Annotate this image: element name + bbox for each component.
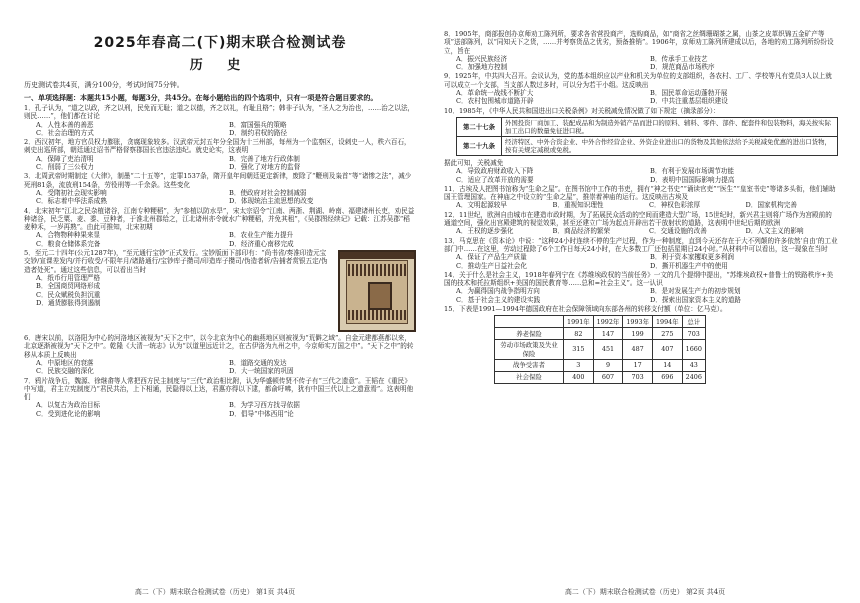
option-d: D．中共注重基层组织建设 (650, 97, 728, 106)
option-a: A．保证了产品生产质量 (456, 253, 527, 262)
table-cell: 315 (564, 340, 594, 360)
option-a: A．文明起源较早 (456, 201, 507, 210)
question-stem: 2．西汉初年，地方官员权力膨胀，贪腐现象较多。汉武帝元封五年分全国为十三州部，每州为一个监察区，设刺史一人，秩六百石，刺史出巡所部，朝廷通过诏书严格督察郡国长官违法违纪。就史论实，这表明 (24, 138, 411, 155)
question-stem: 5．至元二十四年(公元1287年)，“至元通行宝钞”正式发行。宝钞版面下部印有：“尚书省/奏准印造元宝交钞/宣课差发内/并行收受/不限年月/诸路通行/宝钞库子攒司/印造库子攒司/伪造者斩/告捕者赏银五定/伪造者处死”。通过这些信息，可以看出当时 (24, 249, 328, 274)
option-b: B．富国强兵的策略 (229, 120, 287, 129)
table-header-cell: 1992年 (593, 316, 623, 328)
table-cell: 451 (593, 340, 623, 360)
table-cell: 703 (682, 328, 705, 340)
option-a: A．为赢得国内战争指明方向 (456, 287, 540, 296)
option-c: C．推动生产日益社会化 (456, 261, 527, 270)
row-text: 经济特区、中外合资企业、中外合作经营企业、外资企业进出口的货物及其他依法给予关税减免优惠的进出口货物，按有关规定减税或免税。 (505, 137, 831, 154)
question-stem: 6．唐宋以前，以洛阳为中心的河洛地区被视为“天下之中”，以今北京为中心的幽燕地区则被视为“荒僻之域”。自金元建都燕都以来，北京逐渐被视为“天下之中”。乾隆《大清一统志》认为“以道里远近计之，在古伊洛为九州之中，今京师实万国之中”。“天下之中”的转移从本质上反映出 (24, 334, 414, 359)
table-cell: 2406 (682, 371, 705, 383)
option-c: C．粮食仓储体系完备 (36, 239, 101, 248)
table-row (495, 359, 706, 371)
option-a: A．人性本善的善恶 (36, 120, 94, 129)
question-1 (24, 104, 416, 137)
option-a: A．王权的逐步强化 (456, 227, 514, 236)
option-b: B．利于资本家攫取更多利润 (650, 253, 734, 262)
option-a: A．以复古为政治目标 (36, 401, 101, 410)
question-stem: 4．北宋初年“江北之民杂植诸谷，江南专种粳稻”，为“参植以防水旱”，宋太宗诏令“江南、两浙、荆湖、岭南、福建诸州长吏，劝民益种诸谷，民乏粟、麦、黍、豆种者，于淮北州郡给之，江北诸州亦令就水广种粳稻，并免其租”，《吴郡图经续记》记载：江苏吴郡“稻麦种禾，一岁再熟”。由此可推知，北宋初期 (24, 206, 415, 232)
option-d: D．人文主义的影响 (745, 227, 804, 236)
table-cell: 17 (623, 359, 653, 371)
option-b: B．传承手工业技艺 (650, 54, 708, 63)
table-cell: 82 (564, 328, 594, 340)
table-row (457, 118, 837, 137)
question-11 (444, 185, 838, 210)
question-stem: 12．11世纪，欧洲自由城市在建造市政时期，为了拓展民众活动的空间而建造大型广场，15世纪时，新兴君主则将广场作为宫殿前的通道空间，强化出宫殿建筑的视觉效果，甚至还建立广场为起点开辟出若干放射状的道路，这表明中世纪后期的欧洲 (444, 210, 832, 228)
option-b: B．农业生产能力提升 (229, 231, 294, 240)
option-d: D．大一统国家的巩固 (229, 367, 294, 376)
option-c: C．社会治理的方式 (36, 128, 94, 137)
question-8 (444, 30, 838, 71)
page-footer: 高二（下）期末联合检测试卷（历史） 第1页 共4页 (134, 588, 296, 596)
exam-note: 历史测试卷共4页，满分100分，考试时间75分钟。 (24, 81, 184, 89)
exam-title: 2025年春高二(下)期末联合检测试卷 (93, 35, 347, 51)
option-b: B．全国商贸网络形成 (36, 282, 101, 291)
question-12 (444, 211, 838, 236)
question-13 (444, 237, 838, 270)
question-4 (24, 207, 416, 248)
option-d: D．国家机构完善 (745, 201, 797, 210)
question-14 (444, 271, 838, 304)
option-b: B．完善了地方行政体制 (229, 154, 300, 163)
option-a: A．革命统一战线不断扩大 (456, 89, 534, 98)
table-cell: 社会保险 (495, 371, 564, 383)
option-a: A．保障了吏治清明 (36, 154, 94, 163)
table-cell: 696 (652, 371, 682, 383)
table-cell: 407 (652, 340, 682, 360)
table-row (495, 328, 706, 340)
option-a: A．合物物种种果来显 (36, 231, 101, 240)
table-cell: 43 (682, 359, 705, 371)
option-c: C．民众赋税负担沉重 (36, 290, 101, 299)
row-label: 第二十九条 (457, 137, 502, 155)
option-d: D．通货膨胀得到遏制 (36, 298, 101, 307)
question-stem: 13．马克思在《资本论》中说：“这种24小时连续不停的生产过程，作为一种制度，直到今天还存在于大不列颠的许多依然‘自由’的工业部门中……在这里，劳动过程除了6个工作日每天24小时，在大多数工厂还包括星期日24小时。”从材料中可以看出，这一现象在当时 (444, 236, 838, 253)
option-b: B．为学习西方找寻依据 (229, 401, 300, 410)
question-9 (444, 72, 838, 105)
transfer-payment-table (494, 315, 706, 384)
option-d: D．经济重心南移完成 (229, 239, 294, 248)
section-heading: 一、单项选择题：本题共15小题，每题3分，共45分。在每小题给出的四个选项中，只有一项是符合题目要求的。 (24, 93, 378, 102)
option-d: D．强化了对地方的监督 (229, 163, 301, 172)
question-stem: 14．关于什么是社会主义，1918年春列宁在《苏维埃政权的当前任务》一文的几个提纲中提出，“苏维埃政权+普鲁士的铁路秩序+美国的技术和托拉斯组织+美国的国民教育等……总和=社会主义”。这一认识 (444, 270, 834, 288)
option-b: B．是对发展生产力的初步规划 (650, 287, 741, 296)
table-row (457, 137, 837, 155)
table-header-cell: 1993年 (623, 316, 653, 328)
page-2 (430, 0, 860, 603)
table-cell: 607 (593, 371, 623, 383)
question-stem: 8．1905年，商部报创办京师劝工陈列所，要求各省营投商产，选购商品，如“商省之丝绸珊瑚茶之属，山茶之皮革织锦五金矿产等项”送部陈列，以“同知天下之货，……并考察货品之优劣，预备推销”。1906年，京师劝工陈列所建成以后，各地的劝工陈列所纷纷设立，旨在 (444, 30, 834, 55)
question-stem: 11．古埃及人把图书馆称为“生命之屋”。在图书馆中工作的书吏，拥有“神之书史”“诵读官吏”“医生”“皇室书史”等诸多头衔，他们辅助国王管理国家。在神庙之中设立的“生命之屋”，推崇着神庙的运行。这反映出古埃及 (444, 184, 836, 202)
option-d: D．倡导“中体西用”论 (229, 409, 294, 418)
option-c: C．交通设施的改善 (649, 227, 707, 236)
option-d: D．规范商品市场秩序 (650, 63, 715, 72)
row-label: 第二十七条 (457, 118, 502, 136)
option-c: C．受到进化论的影响 (36, 409, 101, 418)
question-15 (444, 305, 838, 384)
option-a: A．导致政府财政收入下降 (456, 167, 534, 176)
table-header-cell: 1994年 (652, 316, 682, 328)
table-cell: 199 (623, 328, 653, 340)
option-c: C．加强地方控制 (456, 63, 508, 72)
question-stem: 9．1925年，中共四大召开。会议认为，党的基本组织应以产业和机关为单位的支部组织，各农村、工厂、学校等凡有党员3人以上就可以成立一个支部，当支部人数过多时，可以分为若干小组。这反映出 (444, 72, 832, 89)
option-c: C．适应了改革开放的需要 (456, 175, 534, 184)
table-cell: 14 (652, 359, 682, 371)
question-6 (24, 334, 416, 375)
table-cell: 9 (593, 359, 623, 371)
table-cell: 400 (564, 371, 594, 383)
table-cell: 3 (564, 359, 594, 371)
question-stem: 10．1985年，《中华人民共和国进出口关税条例》对关税减免情况做了如下规定（摘录部分）： (444, 106, 720, 115)
option-a: A．振兴民族经济 (456, 54, 507, 63)
option-c: C．神权色彩浓厚 (649, 201, 701, 210)
table-header-cell: 1991年 (564, 316, 594, 328)
table-cell: 1660 (682, 340, 705, 360)
option-c: C．削弱了三公权力 (36, 163, 94, 172)
table-cell: 147 (593, 328, 623, 340)
question-7 (24, 377, 416, 418)
banknote-image (338, 250, 416, 332)
page-footer: 高二（下）期末联合检测试卷（历史） 第2页 共4页 (564, 588, 726, 596)
option-b: B．商品经济的繁荣 (552, 227, 611, 236)
question-stem: 15．下表是1991—1994年德国政府在社会保障领域向东部各州的转移支付额（单位：亿马克）。 (444, 305, 727, 314)
option-c: C．农村包围城市道路开辟 (456, 97, 534, 106)
option-b: B．重视知识理性 (552, 201, 604, 210)
table-cell: 劳动市场政策及失业保险 (495, 340, 564, 360)
table-row (495, 371, 706, 383)
question-2 (24, 138, 416, 171)
option-a: A．中原地区的衰落 (36, 358, 94, 367)
question-5 (24, 249, 416, 307)
table-header-row (495, 316, 706, 328)
option-b: B．使政府对社会控制减弱 (229, 188, 307, 197)
table-cell: 战争受害者 (495, 359, 564, 371)
option-d: D．制约君权的路径 (229, 128, 288, 137)
option-b: B．国民革命运动蓬勃开展 (650, 89, 728, 98)
option-c: C．标志着中华法系成熟 (36, 197, 107, 206)
option-c: C．基于社会主义的建设实践 (456, 295, 541, 304)
table-cell: 养老保险 (495, 328, 564, 340)
question-3 (24, 172, 416, 205)
option-a: A．纸币行用管理严格 (36, 273, 101, 282)
question-lead: 据此可知，关税减免 (444, 158, 504, 167)
question-10 (444, 107, 838, 184)
option-b: B．有利于发展市场调节功能 (650, 167, 734, 176)
option-a: A．受隋初社会现实影响 (36, 188, 107, 197)
option-d: D．表明中国国际影响力提高 (650, 175, 735, 184)
option-d: D．撕开机器生产中的使用 (650, 261, 728, 270)
question-stem: 3．北周武帝时期制定《大律》，制墨“二十五等”，定罪1537条，隋开皇年间朝廷更定新律，废除了“鞭刑及枭首”等“诸惨之法”，减少死刑81条，流放刑154条，劳役刑等一千余条。这些变化 (24, 172, 412, 189)
option-b: B．道路交通的发达 (229, 358, 287, 367)
question-stem: 7．鸦片战争后，魏源、徐继畬等人常把西方民主制度与“三代”政治相比附，认为华盛顿传贤不传子有“三代之遗意”。王韬在《重民》中写道，君主立宪制度乃“君民共治，上下相通，民隐得以上达，君惠亦得以下逮，都俞吁咈，犹有中国三代以上之遗意焉”。这表明他们 (24, 376, 414, 402)
option-c: C．民族交融的深化 (36, 367, 94, 376)
option-d: D．探索出国家资本主义的道路 (650, 295, 742, 304)
subject-title: 历 史 (189, 58, 251, 73)
question-stem: 1．孔子认为，“道之以政，齐之以刑，民免而无耻；道之以德，齐之以礼，有耻且格”；韩非子认为，“圣人之为治也，……治之以法，则民……”，他们都在讨论 (24, 104, 415, 121)
tariff-rules-table (456, 117, 838, 156)
table-header-cell (495, 316, 564, 328)
option-d: D．体现统治主流思想的改变 (229, 197, 314, 206)
table-row (495, 340, 706, 360)
row-text: 外国投资厂商加工、装配成品和为制造外销产品而进口的原料、辅料、零件、部件、配套件和包装物料，海关按实际加工出口的数量免征进口税。 (505, 118, 831, 135)
table-cell: 703 (623, 371, 653, 383)
table-cell: 275 (652, 328, 682, 340)
table-cell: 487 (623, 340, 653, 360)
table-header-cell: 总计 (682, 316, 705, 328)
